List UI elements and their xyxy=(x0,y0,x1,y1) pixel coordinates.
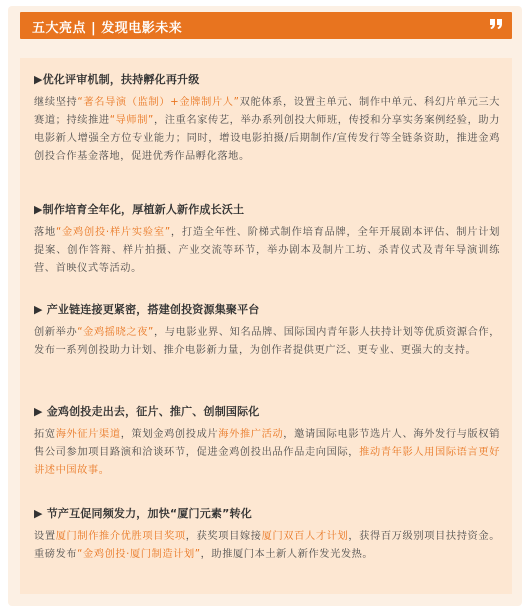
section-2 xyxy=(34,202,500,278)
section-body xyxy=(34,528,500,564)
highlight-text: “金鸡创投·厦门制造计划” xyxy=(77,549,201,560)
page-title: 五大亮点 | 发现电影未来 xyxy=(32,21,183,36)
body-text: ，获得百万级别项目扶持资金。重磅发布 xyxy=(34,531,501,560)
highlight-text: 厦门制作推介优胜项目奖项 xyxy=(55,531,186,542)
section-title: ▶ 产业链连接更紧密，搭建创投资源集聚平台 xyxy=(34,303,260,316)
section-title: ▶ 金鸡创投走出去，征片、推广、创制国际化 xyxy=(34,405,260,418)
highlight-text: 海外征片渠道 xyxy=(55,429,121,440)
highlight-text: “著名导演（监制）+金牌制片人” xyxy=(77,97,240,108)
highlight-text: “金鸡创投·样片实验室” xyxy=(55,227,171,238)
highlight-text: 厦门双百人才计划 xyxy=(261,531,349,542)
section-1 xyxy=(34,72,500,166)
body-text: ，与电影业界、知名品牌、国际国内青年影人扶持计划等优质资源合作，发布一系列创投助力计划、推介电影新力量，为创作者提供更广泛、更专业、更强大的支持。 xyxy=(34,327,500,356)
body-text: ，策划金鸡创投成片 xyxy=(120,429,219,440)
body-text: ，打造全年性、阶梯式制作培育品牌，全年开展剧本评估、制片计划提案、创作答辩、样片拍摄、产业交流等环节，举办剧本及制片工坊、杀青仪式及青年导演训练营、首映仪式等活动。 xyxy=(34,227,500,274)
body-text: ，助推厦门本土新人新作发光发热。 xyxy=(200,549,374,560)
section-title: ▶ 节产互促同频发力，加快“厦门元素”转化 xyxy=(34,507,252,520)
body-text: 双舵体系，设置主单元、制作中单元、科幻片单元三大赛道；持续推进 xyxy=(34,97,500,126)
section-5 xyxy=(34,506,500,564)
highlights-panel xyxy=(20,58,512,594)
section-title: ▶优化评审机制，扶持孵化再升级 xyxy=(34,73,200,86)
body-text: ，注重名家传艺，举办系列创投大师班，传授和分享实务案例经验，助力电影新人增强全方位专业能力；同时，增设电影拍摄/后期制作/宣传发行等全链条资助，推进金鸡创投合作基金落地，促进优秀作品孵化落地。 xyxy=(34,115,500,162)
highlight-text: “金鸡摇晓之夜” xyxy=(77,327,154,338)
highlight-text: 海外推广活动 xyxy=(218,429,284,440)
body-text: 落地 xyxy=(34,227,56,238)
section-body xyxy=(34,94,500,166)
highlight-text: “导师制” xyxy=(109,115,154,126)
section-4 xyxy=(34,404,500,480)
body-text: 拓宽 xyxy=(34,429,56,440)
body-text: 设置 xyxy=(34,531,56,542)
section-title: ▶制作培育全年化，厚植新人新作成长沃土 xyxy=(34,203,245,216)
body-text: ，获奖项目嫁接 xyxy=(185,531,262,542)
highlight-text: 推动青年影人用国际语言更好讲述中国故事。 xyxy=(34,447,500,476)
quote-icon xyxy=(488,16,504,32)
body-text: ，邀请国际电影节选片人、海外发行与版权销售公司参加项目路演和洽谈环节，促进金鸡创投出品作品走向国际， xyxy=(34,429,500,458)
header-banner xyxy=(20,12,512,39)
section-body xyxy=(34,224,500,278)
body-text: 创新举办 xyxy=(34,327,78,338)
section-body xyxy=(34,324,500,360)
body-text: 继续坚持 xyxy=(34,97,78,108)
section-3 xyxy=(34,302,500,360)
section-body xyxy=(34,426,500,480)
